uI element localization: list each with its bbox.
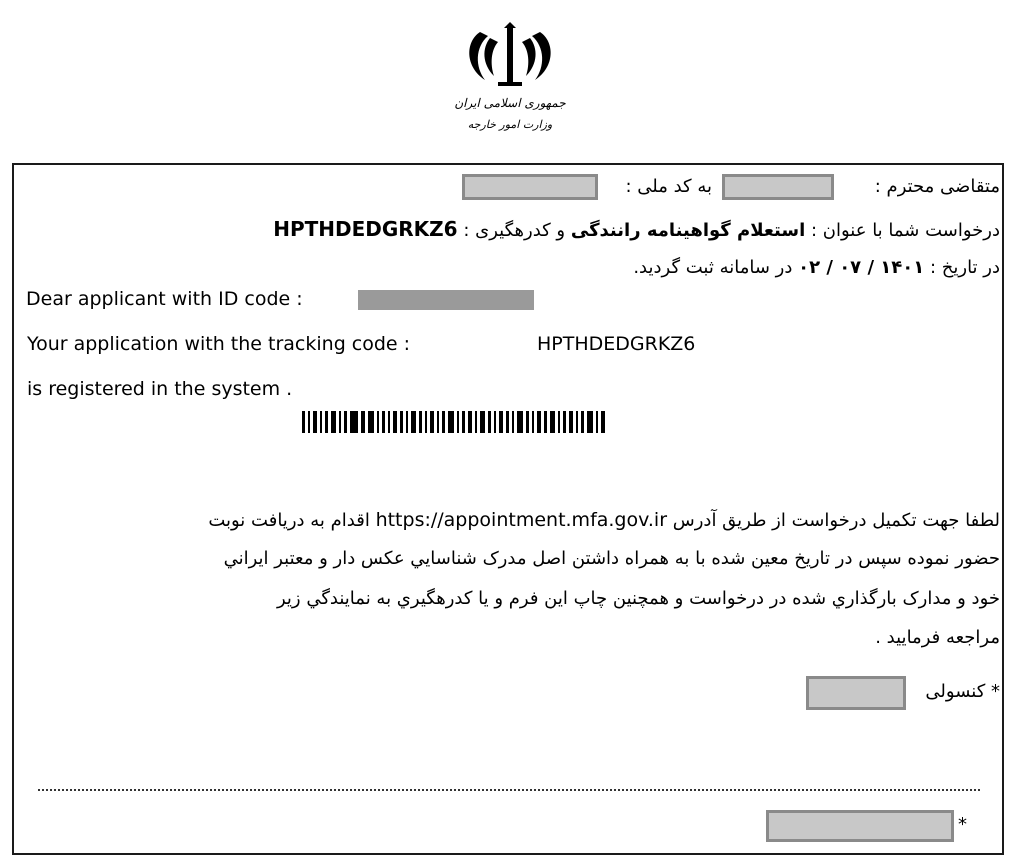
persian-line-1 [875,176,1000,197]
tracking-barcode [302,411,772,433]
request-title-label: درخواست شما با عنوان : [811,220,1000,241]
tracking-code-fa: HPTHDEDGRKZ6 [273,217,458,241]
redacted-consulate [806,676,906,710]
emblem-line-republic: جمهوری اسلامی ایران [454,96,566,110]
footer-asterisk: * [958,814,967,835]
english-line-1: Dear applicant with ID code : [26,288,303,310]
tracking-label-fa: و کدرهگیری : [463,220,566,241]
instruction-line-2: حضور نموده سپس در تاریخ معین شده با به همراه داشتن اصل مدرک شناسايي عکس دار و معتبر ايراني [223,548,1000,569]
national-code-label: به کد ملی : [625,176,712,197]
instruction-line-3: خود و مدارک بارگذاري شده در درخواست و همچنين چاپ اين فرم و يا کدرهگيري به نمايندگي زير [276,588,1000,609]
registered-text-fa: در سامانه ثبت گردید. [633,257,793,278]
instruction-line-1 [208,509,1000,531]
redacted-national-code [462,174,598,200]
date-label-fa: در تاریخ : [929,257,1000,278]
appointment-url[interactable]: https://appointment.mfa.gov.ir [375,509,668,531]
emblem-line-ministry: وزارت امور خارجه [467,118,553,131]
dotted-separator [38,789,980,791]
consulate-label: * کنسولی [925,681,1000,702]
persian-line-3 [633,257,1000,278]
english-line-3: is registered in the system . [27,378,293,400]
instruction-line-4: مراجعه فرماييد . [875,627,1000,648]
iran-emblem-icon [460,22,560,92]
applicant-label-fa: متقاضی محترم : [874,176,1000,197]
registration-date: ۱۴۰۱ / ۰۷ / ۰۲ [798,257,925,278]
redacted-name [722,174,834,200]
instruction-text-b: اقدام به دریافت نوبت [208,510,370,531]
request-title: استعلام گواهینامه رانندگی [570,220,806,241]
english-line-2: Your application with the tracking code : [27,333,411,355]
ministry-emblem [440,22,580,147]
persian-line-2 [273,217,1000,241]
tracking-code-en: HPTHDEDGRKZ6 [537,333,696,355]
instruction-text-a: لطفا جهت تکمیل درخواست از طریق آدرس [672,510,1000,531]
redacted-footer [766,810,954,842]
redacted-id-code [358,290,534,310]
